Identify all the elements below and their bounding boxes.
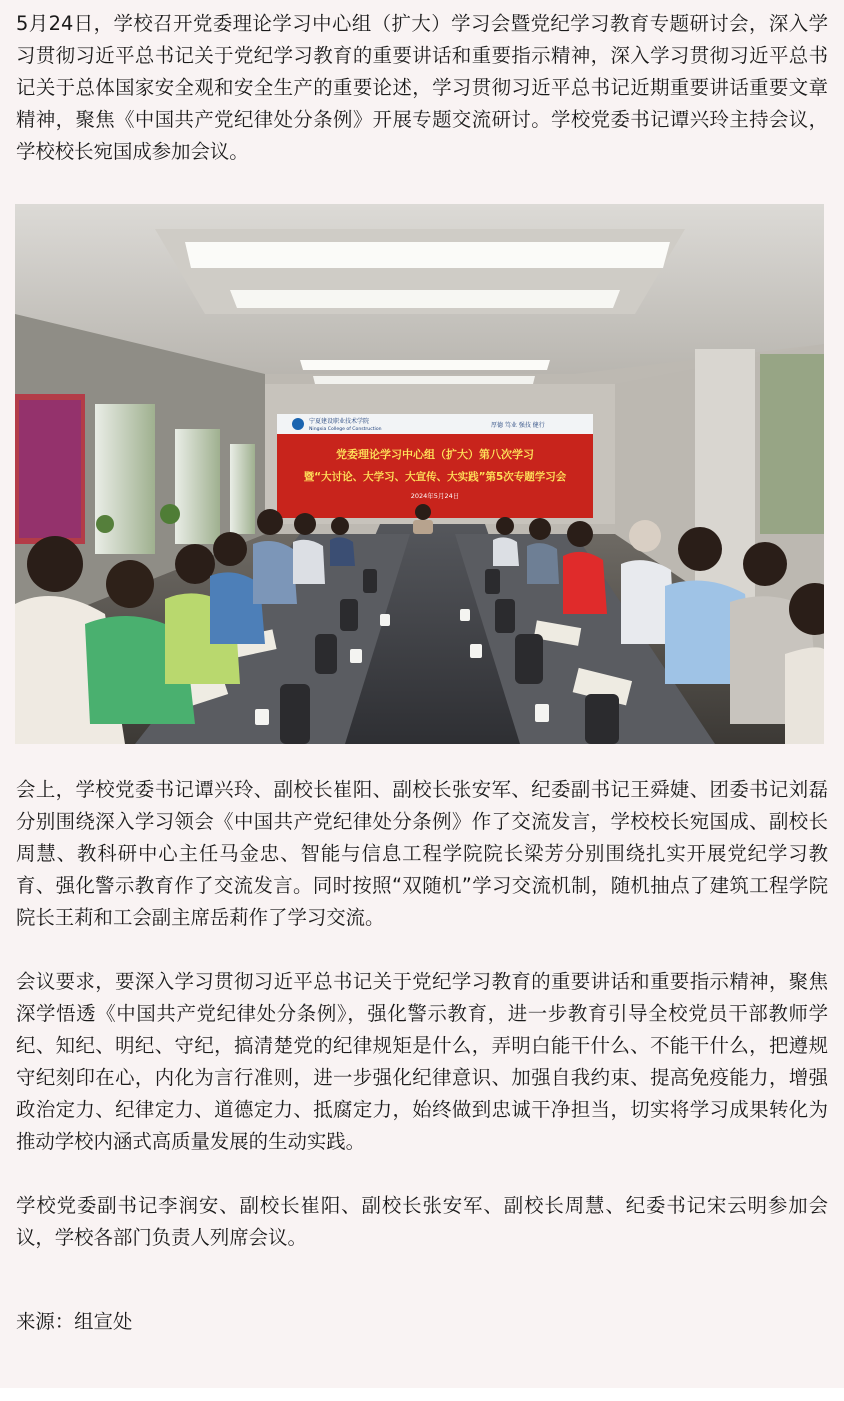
article-paragraph-2: 会上，学校党委书记谭兴玲、副校长崔阳、副校长张安军、纪委副书记王舜婕、团委书记刘磊分别围绕深入学习领会《中国共产党纪律处分条例》作了交流发言，学校校长宛国成、副校长周慧、教科研中心主任马金忠、智能与信息工程学院院长梁芳分别围绕扎实开展党纪学习教育、强化警示教育作了交流发言。同时按照“双随机”学习交流机制，随机抽点了建筑工程学院院长王莉和工会副主席岳莉作了学习交流。 — [16, 778, 828, 929]
article-paragraph-4: 学校党委副书记李润安、副校长崔阳、副校长张安军、副校长周慧、纪委书记宋云明参加会议，学校各部门负责人列席会议。 — [16, 1194, 828, 1249]
screen-school-name-cn: 宁夏建设职业技术学院 — [309, 418, 370, 425]
article-paragraph-3: 会议要求，要深入学习贯彻习近平总书记关于党纪学习教育的重要讲话和重要指示精神，聚焦深学悟透《中国共产党纪律处分条例》，强化警示教育，进一步教育引导全校党员干部教师学纪、知纪、明纪、守纪，搞清楚党的纪律规矩是什么，弄明白能干什么、不能干什么，把遵规守纪刻印在心，内化为言行准则，进一步强化纪律意识、加强自我约束、提高免疫能力，增强政治定力、纪律定力、道德定力、抵腐定力，始终做到忠诚干净担当，切实将学习成果转化为推动学校内涵式高质量发展的生动实践。 — [16, 970, 828, 1153]
article-source: 来源：组宣处 — [16, 1310, 133, 1333]
screen-motto: 厚德 笃业 强技 健行 — [491, 422, 545, 429]
article-paragraph-1: 5月24日，学校召开党委理论学习中心组（扩大）学习会暨党纪学习教育专题研讨会，深入学习贯彻习近平总书记关于党纪学习教育的重要讲话和重要指示精神，深入学习贯彻习近平总书记关于总体国家安全观和安全生产的重要论述，学习贯彻习近平总书记近期重要讲话重要文章精神，聚焦《中国共产党纪律处分条例》开展专题交流研讨。学校党委书记谭兴玲主持会议，学校校长宛国成参加会议。 — [16, 12, 828, 163]
meeting-photo — [15, 204, 824, 744]
screen-title-line-2: 暨“大讨论、大学习、大宣传、大实践”第5次专题学习会 — [303, 471, 567, 483]
screen-school-name-en: Ningxia College of Construction — [309, 427, 382, 432]
screen-title-line-1: 党委理论学习中心组（扩大）第八次学习 — [336, 448, 534, 461]
screen-date: 2024年5月24日 — [410, 492, 460, 500]
